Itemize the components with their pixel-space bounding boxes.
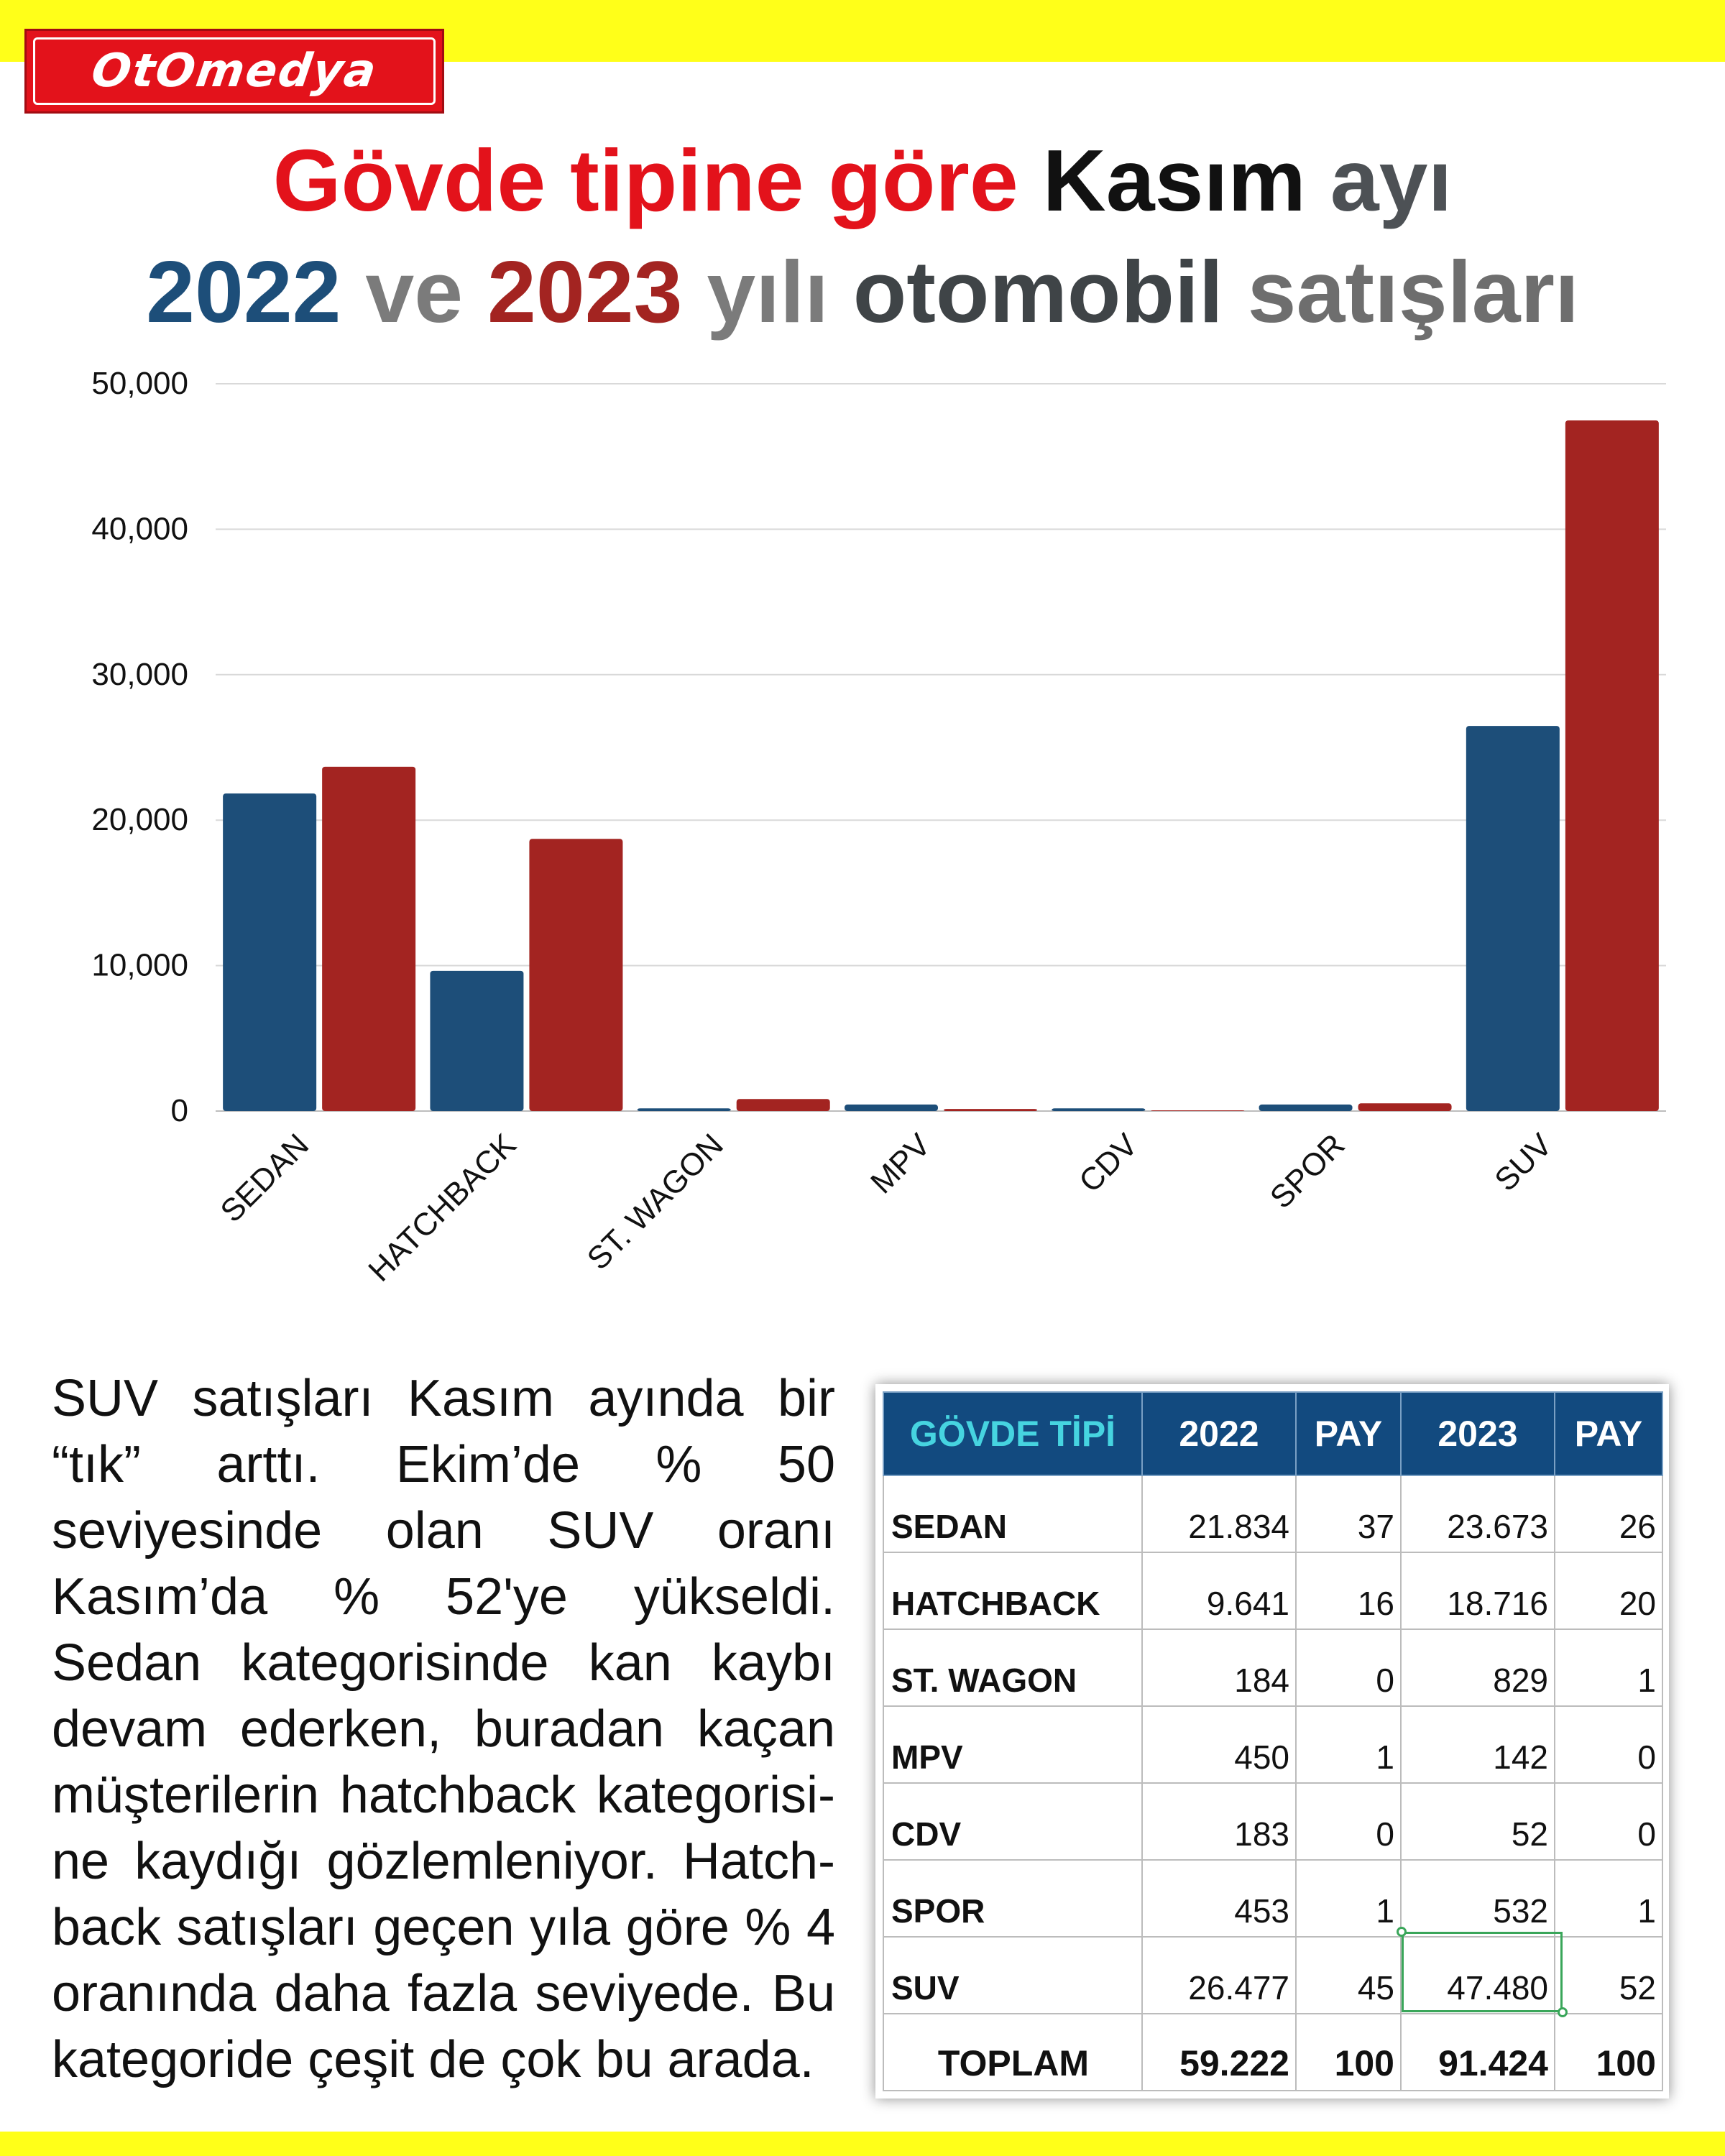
y-tick-label: 50,000 xyxy=(91,366,188,401)
table-cell[interactable]: 16 xyxy=(1296,1552,1401,1629)
table-cell[interactable]: 184 xyxy=(1142,1629,1296,1706)
x-tick-label: SPOR xyxy=(1263,1127,1352,1216)
selection-handle[interactable] xyxy=(1397,1927,1407,1937)
title-segment: otomobil xyxy=(852,243,1223,341)
bar xyxy=(322,767,415,1111)
table-cell[interactable]: 18.716 xyxy=(1401,1552,1555,1629)
table-cell[interactable]: 0 xyxy=(1296,1783,1401,1860)
table-cell[interactable]: 1 xyxy=(1296,1706,1401,1783)
x-tick-label: MPV xyxy=(863,1127,938,1201)
table-cell[interactable]: 26.477 xyxy=(1142,1937,1296,2014)
x-tick-label: CDV xyxy=(1072,1127,1145,1199)
total-cell[interactable]: 100 xyxy=(1296,2014,1401,2091)
x-tick-label: HATCHBACK xyxy=(362,1127,523,1289)
title-segment: satışları xyxy=(1223,243,1579,341)
bar xyxy=(1466,726,1560,1111)
table-cell[interactable]: 1 xyxy=(1555,1629,1662,1706)
title-segment: Kasım xyxy=(1042,132,1306,229)
header-2023: 2023 xyxy=(1401,1392,1555,1475)
table-cell[interactable]: 9.641 xyxy=(1142,1552,1296,1629)
row-label-cell[interactable]: HATCHBACK xyxy=(883,1552,1142,1629)
bottom-yellow-band xyxy=(0,2132,1725,2156)
chart-title-line-2 xyxy=(0,243,1725,341)
table-row xyxy=(883,1552,1662,1629)
bar xyxy=(1358,1103,1452,1111)
x-tick-label: ST. WAGON xyxy=(580,1127,730,1277)
chart-title-line-1 xyxy=(0,132,1725,229)
row-label-cell[interactable]: SPOR xyxy=(883,1860,1142,1937)
title-segment: yılı xyxy=(682,243,853,341)
header-2022: 2022 xyxy=(1142,1392,1296,1475)
logo-frame xyxy=(33,37,436,105)
row-label-cell[interactable]: SEDAN xyxy=(883,1475,1142,1552)
row-label-cell[interactable]: SUV xyxy=(883,1937,1142,2014)
table-row xyxy=(883,1860,1662,1937)
sales-table-card xyxy=(875,1384,1669,2099)
row-label-cell[interactable]: ST. WAGON xyxy=(883,1629,1142,1706)
table-cell[interactable]: 450 xyxy=(1142,1706,1296,1783)
table-cell[interactable]: 532 xyxy=(1401,1860,1555,1937)
bar xyxy=(944,1109,1037,1111)
table-cell[interactable]: 26 xyxy=(1555,1475,1662,1552)
table-row xyxy=(883,1475,1662,1552)
bar xyxy=(845,1105,938,1111)
bar xyxy=(1259,1105,1353,1111)
y-tick-label: 0 xyxy=(170,1093,188,1128)
y-tick-label: 20,000 xyxy=(91,802,188,838)
y-tick-label: 30,000 xyxy=(91,656,188,692)
table-cell[interactable]: 142 xyxy=(1401,1706,1555,1783)
table-cell[interactable]: 52 xyxy=(1401,1783,1555,1860)
table-cell[interactable]: 0 xyxy=(1555,1783,1662,1860)
bar xyxy=(1565,420,1659,1111)
article-paragraph: SUV satışları Kasım ayında bir “tık” arttı. Ekim’de % 50 seviyesinde olan SUV oranı Kasım’da % 52'ye yükseldi. Sedan kategorisinde kan kaybı devam ederken, buradan kaçan müşterilerin hatchback kategorisine kaydığı gözlemleniyor. Hatchback satışları geçen yıla göre % 4 oranında daha fazla seviyede. Bu kategoride çeşit de çok bu arada. xyxy=(52,1370,835,2088)
y-tick-label: 10,000 xyxy=(91,947,188,983)
otomedya-logo[interactable] xyxy=(24,29,444,114)
header-share-2023: PAY xyxy=(1555,1392,1662,1475)
bar-chart xyxy=(0,345,1725,1337)
total-label-cell[interactable]: TOPLAM xyxy=(883,2014,1142,2091)
table-row xyxy=(883,1629,1662,1706)
bar xyxy=(430,971,523,1111)
header-share-2022: PAY xyxy=(1296,1392,1401,1475)
total-cell[interactable]: 100 xyxy=(1555,2014,1662,2091)
bar xyxy=(1052,1108,1145,1111)
bar xyxy=(223,793,316,1111)
table-cell[interactable]: 1 xyxy=(1555,1860,1662,1937)
table-cell[interactable]: 1 xyxy=(1296,1860,1401,1937)
selection-handle[interactable] xyxy=(1558,2007,1568,2017)
table-cell[interactable]: 0 xyxy=(1555,1706,1662,1783)
row-label-cell[interactable]: CDV xyxy=(883,1783,1142,1860)
table-total-row xyxy=(883,2014,1662,2091)
table-row xyxy=(883,1706,1662,1783)
table-cell[interactable]: 20 xyxy=(1555,1552,1662,1629)
table-row xyxy=(883,1783,1662,1860)
table-cell[interactable]: 45 xyxy=(1296,1937,1401,2014)
bar xyxy=(529,839,622,1111)
table-cell[interactable]: 52 xyxy=(1555,1937,1662,2014)
y-tick-label: 40,000 xyxy=(91,511,188,547)
total-cell[interactable]: 59.222 xyxy=(1142,2014,1296,2091)
title-segment: 2023 xyxy=(487,243,683,341)
table-cell[interactable]: 47.480 xyxy=(1401,1937,1555,2014)
bar xyxy=(737,1099,830,1111)
table-cell[interactable]: 829 xyxy=(1401,1629,1555,1706)
total-cell[interactable]: 91.424 xyxy=(1401,2014,1555,2091)
table-row xyxy=(883,1937,1662,2014)
title-segment: 2022 xyxy=(146,243,341,341)
title-segment: Gövde tipine göre xyxy=(272,132,1043,229)
bar xyxy=(638,1108,731,1111)
header-body-type: GÖVDE TİPİ xyxy=(883,1392,1142,1475)
table-cell[interactable]: 453 xyxy=(1142,1860,1296,1937)
table-cell[interactable]: 183 xyxy=(1142,1783,1296,1860)
table-header-row xyxy=(883,1392,1662,1475)
logo-text: OtOmedya xyxy=(88,45,381,98)
title-segment: ve xyxy=(341,243,488,341)
table-cell[interactable]: 21.834 xyxy=(1142,1475,1296,1552)
table-cell[interactable]: 37 xyxy=(1296,1475,1401,1552)
row-label-cell[interactable]: MPV xyxy=(883,1706,1142,1783)
x-tick-label: SEDAN xyxy=(213,1127,316,1230)
bar xyxy=(1151,1110,1244,1111)
table-cell[interactable]: 0 xyxy=(1296,1629,1401,1706)
title-segment: ayı xyxy=(1305,132,1453,229)
sales-table xyxy=(883,1391,1663,2091)
x-tick-label: SUV xyxy=(1488,1127,1559,1199)
table-cell[interactable]: 23.673 xyxy=(1401,1475,1555,1552)
